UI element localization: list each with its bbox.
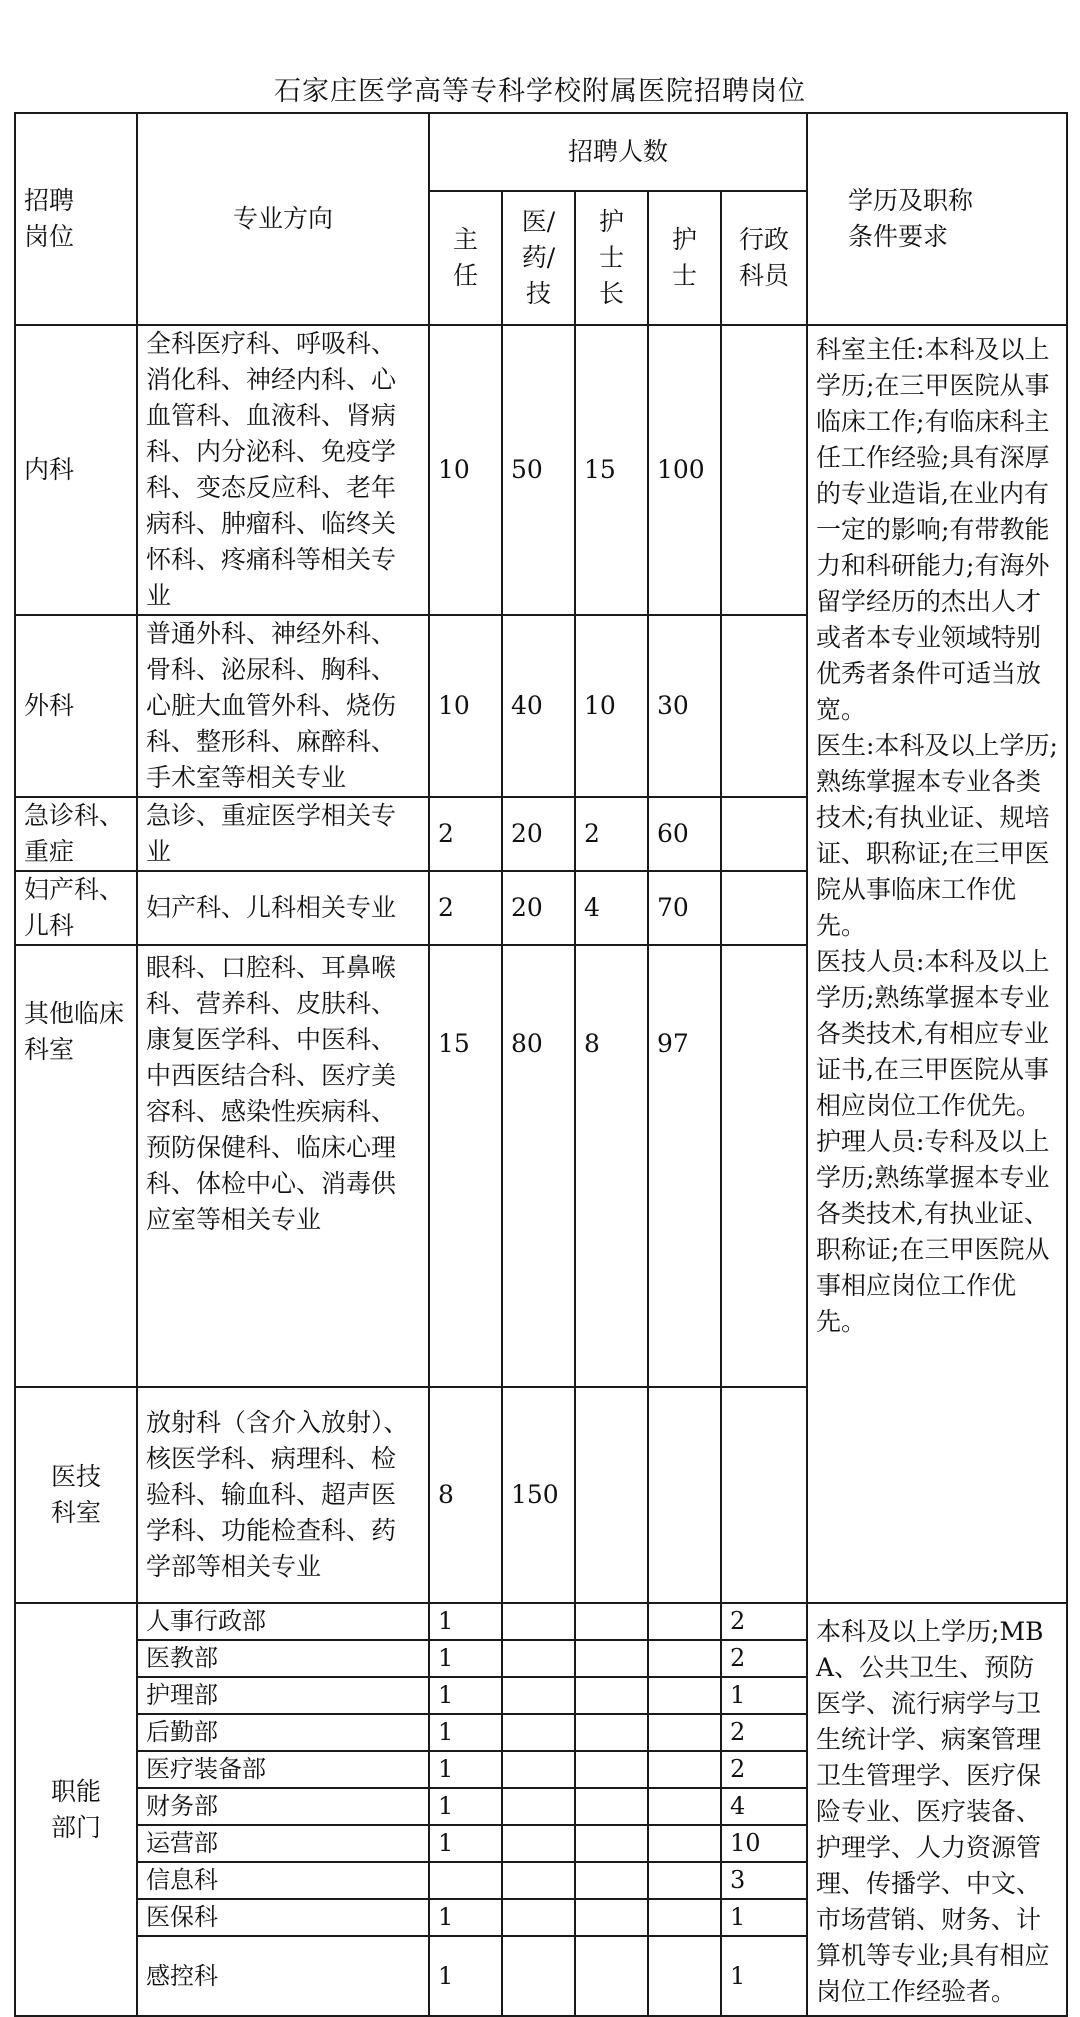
header-doctor: 医/ 药/ 技 [502, 191, 575, 325]
head-nurse-count: 10 [575, 615, 648, 797]
header-specialty: 专业方向 [137, 113, 429, 325]
header-row-top [15, 113, 1067, 191]
admin-count [721, 871, 807, 945]
director-count: 1 [429, 1603, 502, 1640]
director-count: 1 [429, 1714, 502, 1751]
doctor-count: 80 [502, 945, 575, 1387]
doctor-count: 20 [502, 871, 575, 945]
admin-count [721, 945, 807, 1387]
department-name: 医教部 [137, 1640, 429, 1677]
director-count: 10 [429, 325, 502, 615]
director-count: 2 [429, 797, 502, 871]
department-name: 运营部 [137, 1825, 429, 1862]
doctor-count: 150 [502, 1387, 575, 1603]
nurse-count: 100 [648, 325, 721, 615]
department-name: 护理部 [137, 1677, 429, 1714]
specialty-cell: 普通外科、神经外科、骨科、泌尿科、胸科、心脏大血管外科、烧伤科、整形科、麻醉科、手术室等相关专业 [137, 615, 429, 797]
admin-count [721, 325, 807, 615]
admin-count: 10 [721, 1825, 807, 1862]
director-count: 8 [429, 1387, 502, 1603]
specialty-cell: 全科医疗科、呼吸科、消化科、神经内科、心血管科、血液科、肾病科、内分泌科、免疫学科、变态反应科、老年病科、肿瘤科、临终关怀科、疼痛科等相关专业 [137, 325, 429, 615]
department-name: 人事行政部 [137, 1603, 429, 1640]
head-nurse-count [575, 1387, 648, 1603]
admin-count: 1 [721, 1936, 807, 2016]
admin-count: 2 [721, 1640, 807, 1677]
header-nurse: 护 士 [648, 191, 721, 325]
clinical-requirements-cell [807, 325, 1067, 1603]
recruitment-table [14, 112, 1068, 2017]
nurse-count: 97 [648, 945, 721, 1387]
department-name: 医保科 [137, 1899, 429, 1936]
admin-count: 3 [721, 1862, 807, 1899]
department-name: 感控科 [137, 1936, 429, 2016]
director-count: 1 [429, 1788, 502, 1825]
admin-count [721, 1387, 807, 1603]
nurse-count: 30 [648, 615, 721, 797]
header-admin: 行政 科员 [721, 191, 807, 325]
admin-count: 2 [721, 1751, 807, 1788]
director-count: 15 [429, 945, 502, 1387]
position-cell: 急诊科、重症 [15, 797, 137, 871]
clinical-requirements: 科室主任:本科及以上学历;在三甲医院从事临床工作;有临床科主任工作经验;具有深厚的专业造诣,在业内有一定的影响;有带教能力和科研能力;有海外留学经历的杰出人才或者本专业领域特别优秀者条件可适当放宽。 医生:本科及以上学历;熟练掌握本专业各类技术;有执业证、规培证、职称证;在三甲医院从事临床工作优先。 医技人员:本科及以上学历;熟练掌握本专业各类技术,有相应专业证书,在三甲医院从事相应岗位工作优先。 护理人员:专科及以上学历;熟练掌握本专业各类技术,有执业证、职称证;在三甲医院从事相应岗位工作优先。 [816, 335, 1058, 1336]
director-count: 1 [429, 1751, 502, 1788]
director-count: 1 [429, 1825, 502, 1862]
header-director: 主 任 [429, 191, 502, 325]
department-name: 后勤部 [137, 1714, 429, 1751]
header-recruit-count: 招聘人数 [429, 113, 807, 191]
document-title: 石家庄医学高等专科学校附属医院招聘岗位 [274, 76, 806, 107]
doctor-count: 20 [502, 797, 575, 871]
functional-position-cell: 职能 部门 [15, 1603, 137, 2016]
director-count [429, 1862, 502, 1899]
admin-count: 1 [721, 1677, 807, 1714]
header-head-nurse: 护 士 长 [575, 191, 648, 325]
functional-requirements-cell [807, 1603, 1067, 2016]
head-nurse-count: 15 [575, 325, 648, 615]
director-count: 1 [429, 1640, 502, 1677]
director-count: 1 [429, 1677, 502, 1714]
admin-count: 2 [721, 1603, 807, 1640]
nurse-count: 60 [648, 797, 721, 871]
admin-count: 4 [721, 1788, 807, 1825]
head-nurse-count: 4 [575, 871, 648, 945]
position-cell: 其他临床科室 [15, 945, 137, 1387]
table-row [15, 1603, 1067, 1640]
department-name: 医疗装备部 [137, 1751, 429, 1788]
head-nurse-count: 2 [575, 797, 648, 871]
admin-count [721, 797, 807, 871]
specialty-cell: 妇产科、儿科相关专业 [137, 871, 429, 945]
header-requirements: 学历及职称 条件要求 [807, 113, 1067, 325]
director-count: 1 [429, 1936, 502, 2016]
admin-count [721, 615, 807, 797]
director-count: 10 [429, 615, 502, 797]
doctor-count: 40 [502, 615, 575, 797]
functional-requirements: 本科及以上学历;MBA、公共卫生、预防医学、流行病学与卫生统计学、病案管理卫生管理学、医疗保险专业、医疗装备、护理学、人力资源管理、传播学、中文、市场营销、财务、计算机等专业;具有相应岗位工作经验者。 [816, 1617, 1050, 2006]
position-cell: 内科 [15, 325, 137, 615]
director-count: 2 [429, 871, 502, 945]
department-name: 信息科 [137, 1862, 429, 1899]
specialty-cell: 眼科、口腔科、耳鼻喉科、营养科、皮肤科、康复医学科、中医科、中西医结合科、医疗美容科、感染性疾病科、预防保健科、临床心理科、体检中心、消毒供应室等相关专业 [137, 945, 429, 1387]
doctor-count: 50 [502, 325, 575, 615]
position-cell: 妇产科、儿科 [15, 871, 137, 945]
department-name: 财务部 [137, 1788, 429, 1825]
table-row [15, 325, 1067, 615]
nurse-count [648, 1387, 721, 1603]
admin-count: 2 [721, 1714, 807, 1751]
nurse-count: 70 [648, 871, 721, 945]
head-nurse-count: 8 [575, 945, 648, 1387]
director-count: 1 [429, 1899, 502, 1936]
position-cell: 外科 [15, 615, 137, 797]
position-cell: 医技 科室 [15, 1387, 137, 1603]
specialty-cell: 急诊、重症医学相关专业 [137, 797, 429, 871]
header-position: 招聘 岗位 [15, 113, 137, 325]
specialty-cell: 放射科（含介入放射）、核医学科、病理科、检验科、输血科、超声医学科、功能检查科、药学部等相关专业 [137, 1387, 429, 1603]
admin-count: 1 [721, 1899, 807, 1936]
